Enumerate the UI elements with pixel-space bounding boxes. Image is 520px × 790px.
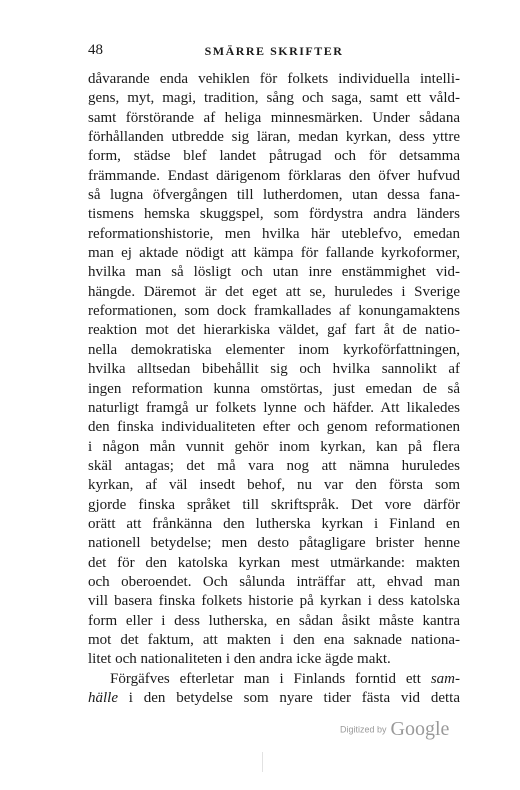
text-line: främmande. Endast därigenom förklaras den öfver hufvud (88, 167, 460, 184)
text-line: så lugna öfvergången till lutherdomen, utan dessa fana- (88, 187, 460, 204)
text-line: vill basera finska folkets historie på kyrkan i dess katolska (88, 593, 460, 610)
text-line: gjorde finska språket till skriftspråk. Det vore därför (88, 496, 460, 513)
digitized-by-text: Digitized by (340, 724, 387, 735)
text-line: reaktion mot det hierarkiska väldet, gaf fart åt de natio- (88, 322, 460, 339)
text-line: dåvarande enda vehiklen för folkets individuella intelli- (88, 71, 460, 87)
text-line: reformationen, som dock framkallades af konungamaktens (88, 303, 460, 320)
text-line: ingen reformation kunna omstörtas, just emedan de så (88, 380, 460, 397)
text-line: hängde. Däremot är det eget att se, huruledes i Sverige (88, 283, 460, 300)
text-line: samt förstörande af heliga minnesmärken. Under sådana (88, 109, 460, 126)
text-line: och oberoendet. Och sålunda inträffar att, ehvad man (88, 573, 460, 590)
text-line: i någon mån vunnit gehör inom kyrkan, kan på flera (88, 438, 460, 455)
text-line (88, 689, 460, 708)
text-line: den finska individualiteten efter och genom reformationen (88, 419, 460, 436)
body-text (88, 70, 460, 708)
line-text: Förgäfves efterletar man i Finlands forntid ett (110, 670, 421, 687)
text-line: gens, myt, magi, tradition, sång och saga, samt ett våld- (88, 90, 460, 107)
text-line: nationell betydelse; men desto påtagligare brister henne (88, 535, 460, 552)
text-line: form, städse blef landet påtrugad och för detsamma (88, 148, 460, 165)
scan-artifact-line (262, 752, 263, 772)
text-line: nella demokratiska elementer inom kyrkoförfattningen, (88, 341, 460, 358)
page-number: 48 (88, 42, 103, 58)
text-line: naturligt framgå ur folkets lynne och häfder. Att likaledes (88, 399, 460, 416)
text-line: tismens hemska skuggspel, som fördystra andra länders (88, 206, 460, 223)
text-line: orätt att frånkänna den lutherska kyrkan i Finland en (88, 515, 460, 532)
text-line: man ej aktade nödigt att kämpa för fallande kyrkoformer, (88, 245, 460, 262)
text-line: förhållanden utbredde sig läran, medan kyrkan, dess yttre (88, 129, 460, 146)
italic-word: sam- (430, 670, 460, 687)
page-header (88, 42, 460, 62)
text-line: hvilka alltsedan bibehållit sig och hvilka sannolikt af (88, 361, 460, 378)
italic-word: hälle (88, 690, 118, 706)
text-line: reformationshistorie, men hvilka här uteblefvo, emedan (88, 225, 460, 242)
paragraph-start-line (88, 670, 460, 689)
text-line: mot det faktum, att makten i den ena saknade nationa- (88, 631, 460, 648)
running-title: SMÄRRE SKRIFTER (204, 44, 344, 58)
text-line: form eller i dess lutherska, en sådan åsikt måste kantra (88, 612, 460, 629)
digitization-stamp (340, 718, 449, 741)
text-line: det för den katolska kyrkan mest utmärkande: makten (88, 554, 460, 571)
google-logo-text: Google (390, 718, 450, 740)
text-line: hvilka man så lösligt och utan inre enstämmighet vid- (88, 264, 460, 281)
paragraph-end-line: litet och nationaliteten i den andra icke ägde makt. (88, 651, 391, 668)
text-line: kyrkan, af väl insedt behof, nu var den första som (88, 477, 460, 494)
text-line: skäl antagas; det må vara nog att nämna huruledes (88, 457, 460, 474)
line-text: i den betydelse som nyare tider fästa vid detta (128, 690, 460, 706)
